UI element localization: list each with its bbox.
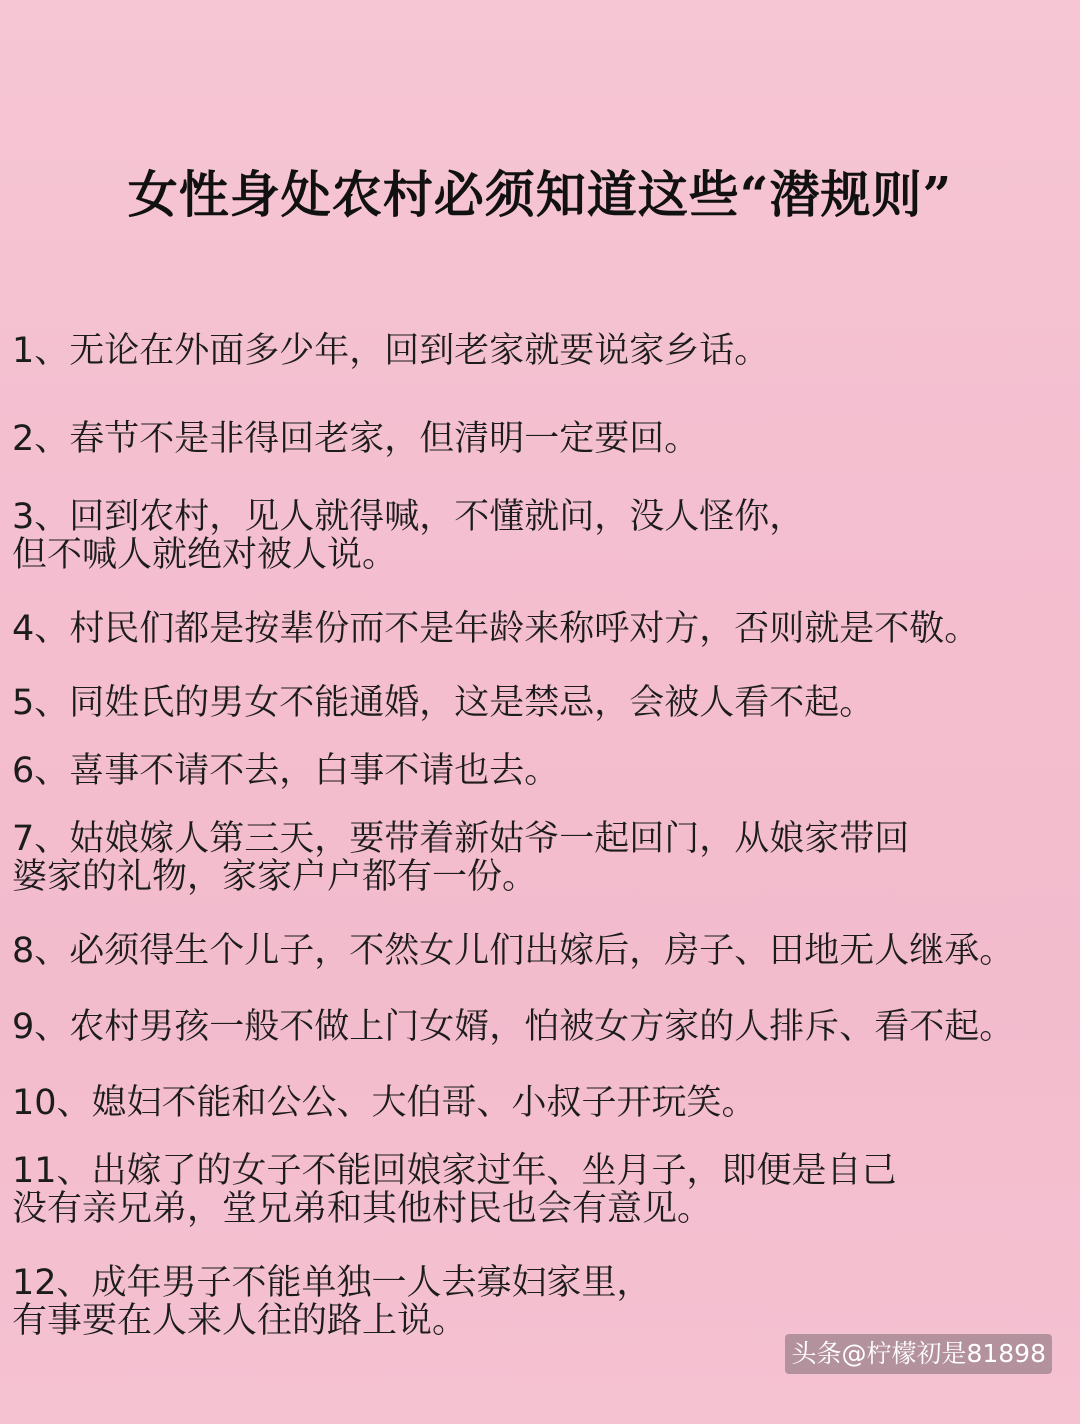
- rule-6-line-1: 6、喜事不请不去，白事不请也去。: [12, 751, 560, 791]
- rule-item-12: [12, 1264, 652, 1340]
- rule-5-line-1: 5、同姓氏的男女不能通婚，这是禁忌，会被人看不起。: [12, 683, 875, 723]
- rule-item-7: [12, 820, 909, 896]
- rule-12-line-2: 有事要在人来人往的路上说。: [12, 1301, 468, 1341]
- page-title: 女性身处农村必须知道这些“潜规则”: [127, 165, 953, 224]
- rule-item-9: [12, 1008, 1014, 1046]
- rule-item-6: [12, 752, 559, 790]
- rule-item-5: [12, 684, 874, 722]
- rule-item-4: [12, 610, 979, 648]
- rule-item-1: [12, 332, 769, 370]
- rule-item-2: [12, 420, 699, 458]
- rule-item-3: [12, 498, 804, 574]
- rule-11-line-1: 11、出嫁了的女子不能回娘家过年、坐月子，即便是自己: [12, 1151, 897, 1191]
- rule-1-line-1: 1、无论在外面多少年，回到老家就要说家乡话。: [12, 331, 770, 371]
- rule-8-line-1: 8、必须得生个儿子，不然女儿们出嫁后，房子、田地无人继承。: [12, 931, 1015, 971]
- rule-11-line-2: 没有亲兄弟，堂兄弟和其他村民也会有意见。: [12, 1189, 713, 1229]
- rule-item-8: [12, 932, 1014, 970]
- rule-7-line-1: 7、姑娘嫁人第三天，要带着新姑爷一起回门，从娘家带回: [12, 819, 910, 859]
- watermark: 头条@柠檬初是81898: [785, 1334, 1052, 1374]
- rule-2-line-1: 2、春节不是非得回老家，但清明一定要回。: [12, 419, 700, 459]
- rule-3-line-1: 3、回到农村，见人就得喊，不懂就问，没人怪你，: [12, 497, 805, 537]
- rule-item-11: [12, 1152, 897, 1228]
- rule-3-line-2: 但不喊人就绝对被人说。: [12, 535, 398, 575]
- rule-4-line-1: 4、村民们都是按辈份而不是年龄来称呼对方，否则就是不敬。: [12, 609, 980, 649]
- rule-item-10: [12, 1084, 757, 1122]
- rule-10-line-1: 10、媳妇不能和公公、大伯哥、小叔子开玩笑。: [12, 1083, 757, 1123]
- rule-7-line-2: 婆家的礼物，家家户户都有一份。: [12, 857, 538, 897]
- rule-9-line-1: 9、农村男孩一般不做上门女婿，怕被女方家的人排斥、看不起。: [12, 1007, 1015, 1047]
- rule-12-line-1: 12、成年男子不能单独一人去寡妇家里，: [12, 1263, 652, 1303]
